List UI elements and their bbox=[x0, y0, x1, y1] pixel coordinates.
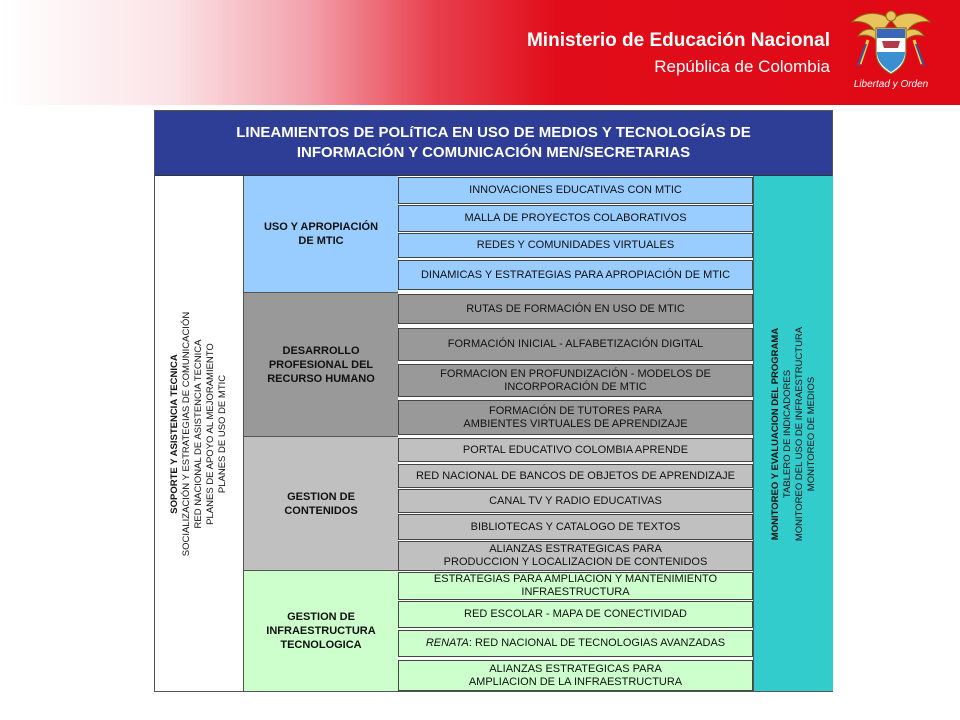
program-item-text: AMBIENTES VIRTUALES DE APRENDIZAJE bbox=[463, 417, 688, 430]
support-heading: SOPORTE Y ASISTENCIA TECNICA bbox=[169, 353, 181, 514]
group-uso-apropiacion bbox=[244, 176, 398, 293]
group-desarrollo-profesional bbox=[244, 293, 398, 437]
program-item-text: PORTAL EDUCATIVO COLOMBIA APRENDE bbox=[462, 443, 689, 456]
program-item bbox=[398, 660, 753, 691]
program-item-text: RED NACIONAL DE BANCOS DE OBJETOS DE APRENDIZAJE bbox=[415, 469, 736, 482]
program-item bbox=[398, 464, 753, 488]
support-line: PLANES DE USO DE MTIC bbox=[217, 374, 229, 493]
monitoring-column bbox=[753, 176, 833, 691]
program-item bbox=[398, 400, 753, 435]
group-label-line: CONTENIDOS bbox=[284, 504, 358, 517]
group-label-line: PROFESIONAL DEL bbox=[268, 358, 374, 371]
monitoring-line: MONITOREO DEL USO DE INFRAESTRUCTURA bbox=[793, 326, 805, 541]
monitoring-column-text bbox=[770, 326, 818, 540]
program-item bbox=[398, 294, 753, 324]
monitoring-line: TABLERO DE INDICADORES bbox=[781, 369, 793, 498]
program-item bbox=[398, 572, 753, 600]
header-banner bbox=[0, 0, 960, 105]
program-item-text: REDES Y COMUNIDADES VIRTUALES bbox=[476, 239, 675, 251]
program-item bbox=[398, 177, 753, 204]
program-item-text: FORMACION EN PROFUNDIZACIÓN - MODELOS DE bbox=[440, 367, 711, 380]
renata-description: : RED NACIONAL DE TECNOLOGIAS AVANZADAS bbox=[468, 637, 726, 649]
program-item bbox=[398, 489, 753, 513]
program-item-text: ESTRATEGIAS PARA AMPLIACION Y MANTENIMIENTO bbox=[433, 573, 718, 585]
program-item-text: CANAL TV Y RADIO EDUCATIVAS bbox=[489, 494, 662, 507]
ministry-title: Ministerio de Educación Nacional bbox=[526, 30, 830, 51]
program-item bbox=[398, 601, 753, 628]
logo-motto: Libertad y Orden bbox=[853, 79, 929, 90]
group-label-line: GESTION DE bbox=[287, 490, 355, 503]
group-label-line: USO Y APROPIACIÓN bbox=[263, 221, 379, 233]
group-label-line: GESTION DE bbox=[287, 611, 355, 623]
banner-line-1: LINEAMIENTOS DE POLíTICA EN USO DE MEDIOS Y TECNOLOGÍAS DE bbox=[236, 124, 751, 141]
support-column bbox=[155, 176, 244, 691]
support-line: SOCIALIZACIÓN Y ESTRATEGIAS DE COMUNICACIÓN bbox=[181, 311, 193, 556]
program-item-text: DINAMICAS Y ESTRATEGIAS PARA APROPIACIÓN DE MTIC bbox=[420, 268, 731, 281]
group-label-line: INFRAESTRUCTURA bbox=[266, 625, 376, 637]
support-line: RED NACIONAL DE ASISTENCIA TECNICA bbox=[193, 339, 205, 528]
diagram-banner bbox=[155, 111, 832, 176]
program-item bbox=[398, 438, 753, 462]
policy-diagram bbox=[154, 110, 833, 692]
program-item-text: ALIANZAS ESTRATEGICAS PARA bbox=[489, 543, 662, 555]
program-item bbox=[398, 630, 753, 657]
program-item-text: RED ESCOLAR - MAPA DE CONECTIVIDAD bbox=[464, 608, 687, 620]
program-item-text: BIBLIOTECAS Y CATALOGO DE TEXTOS bbox=[470, 520, 681, 533]
program-item-text: INNOVACIONES EDUCATIVAS CON MTIC bbox=[469, 184, 682, 196]
program-item bbox=[398, 260, 753, 290]
coat-of-arms-logo bbox=[842, 6, 940, 98]
program-item-text: AMPLIACION DE LA INFRAESTRUCTURA bbox=[468, 675, 683, 688]
program-item-text: MALLA DE PROYECTOS COLABORATIVOS bbox=[464, 212, 687, 224]
support-line: PLANES DE APOYO AL MEJORAMIENTO bbox=[205, 342, 217, 525]
program-item bbox=[398, 514, 753, 540]
coat-of-arms-icon bbox=[842, 6, 940, 78]
program-item bbox=[398, 205, 753, 232]
program-item-text: ALIANZAS ESTRATEGICAS PARA bbox=[489, 662, 662, 675]
banner-line-2: INFORMACIÓN Y COMUNICACIÓN MEN/SECRETARIAS bbox=[296, 144, 691, 161]
program-item-text: RUTAS DE FORMACIÓN EN USO DE MTIC bbox=[466, 302, 685, 315]
program-item-text bbox=[426, 637, 725, 650]
group-label-line: RECURSO HUMANO bbox=[267, 372, 375, 385]
support-column-text bbox=[169, 311, 229, 555]
program-item-text: PRODUCCION Y LOCALIZACION DE CONTENIDOS bbox=[443, 556, 708, 568]
group-gestion-infraestructura bbox=[244, 571, 398, 691]
monitoring-heading: MONITOREO Y EVALUACION DEL PROGRAMA bbox=[769, 327, 781, 540]
program-item bbox=[398, 233, 753, 258]
program-item-text: INFRAESTRUCTURA bbox=[521, 586, 630, 598]
group-gestion-contenidos bbox=[244, 437, 398, 571]
program-item-text: FORMACIÓN DE TUTORES PARA bbox=[489, 404, 662, 417]
group-label-line: TECNOLOGICA bbox=[280, 639, 362, 651]
monitoring-line: MONITOREO DE MEDIOS bbox=[805, 376, 817, 491]
program-items-column bbox=[398, 176, 753, 691]
renata-name: RENATA bbox=[425, 637, 469, 649]
program-item bbox=[398, 541, 753, 571]
program-item-text: FORMACIÓN INICIAL - ALFABETIZACIÓN DIGITAL bbox=[447, 338, 704, 350]
program-item bbox=[398, 364, 753, 397]
group-label-line: DE MTIC bbox=[298, 235, 344, 247]
program-item-text: INCORPORACIÓN DE MTIC bbox=[504, 380, 647, 393]
program-item bbox=[398, 328, 753, 361]
ministry-subtitle: República de Colombia bbox=[654, 57, 830, 76]
group-label-line: DESARROLLO bbox=[282, 344, 360, 357]
